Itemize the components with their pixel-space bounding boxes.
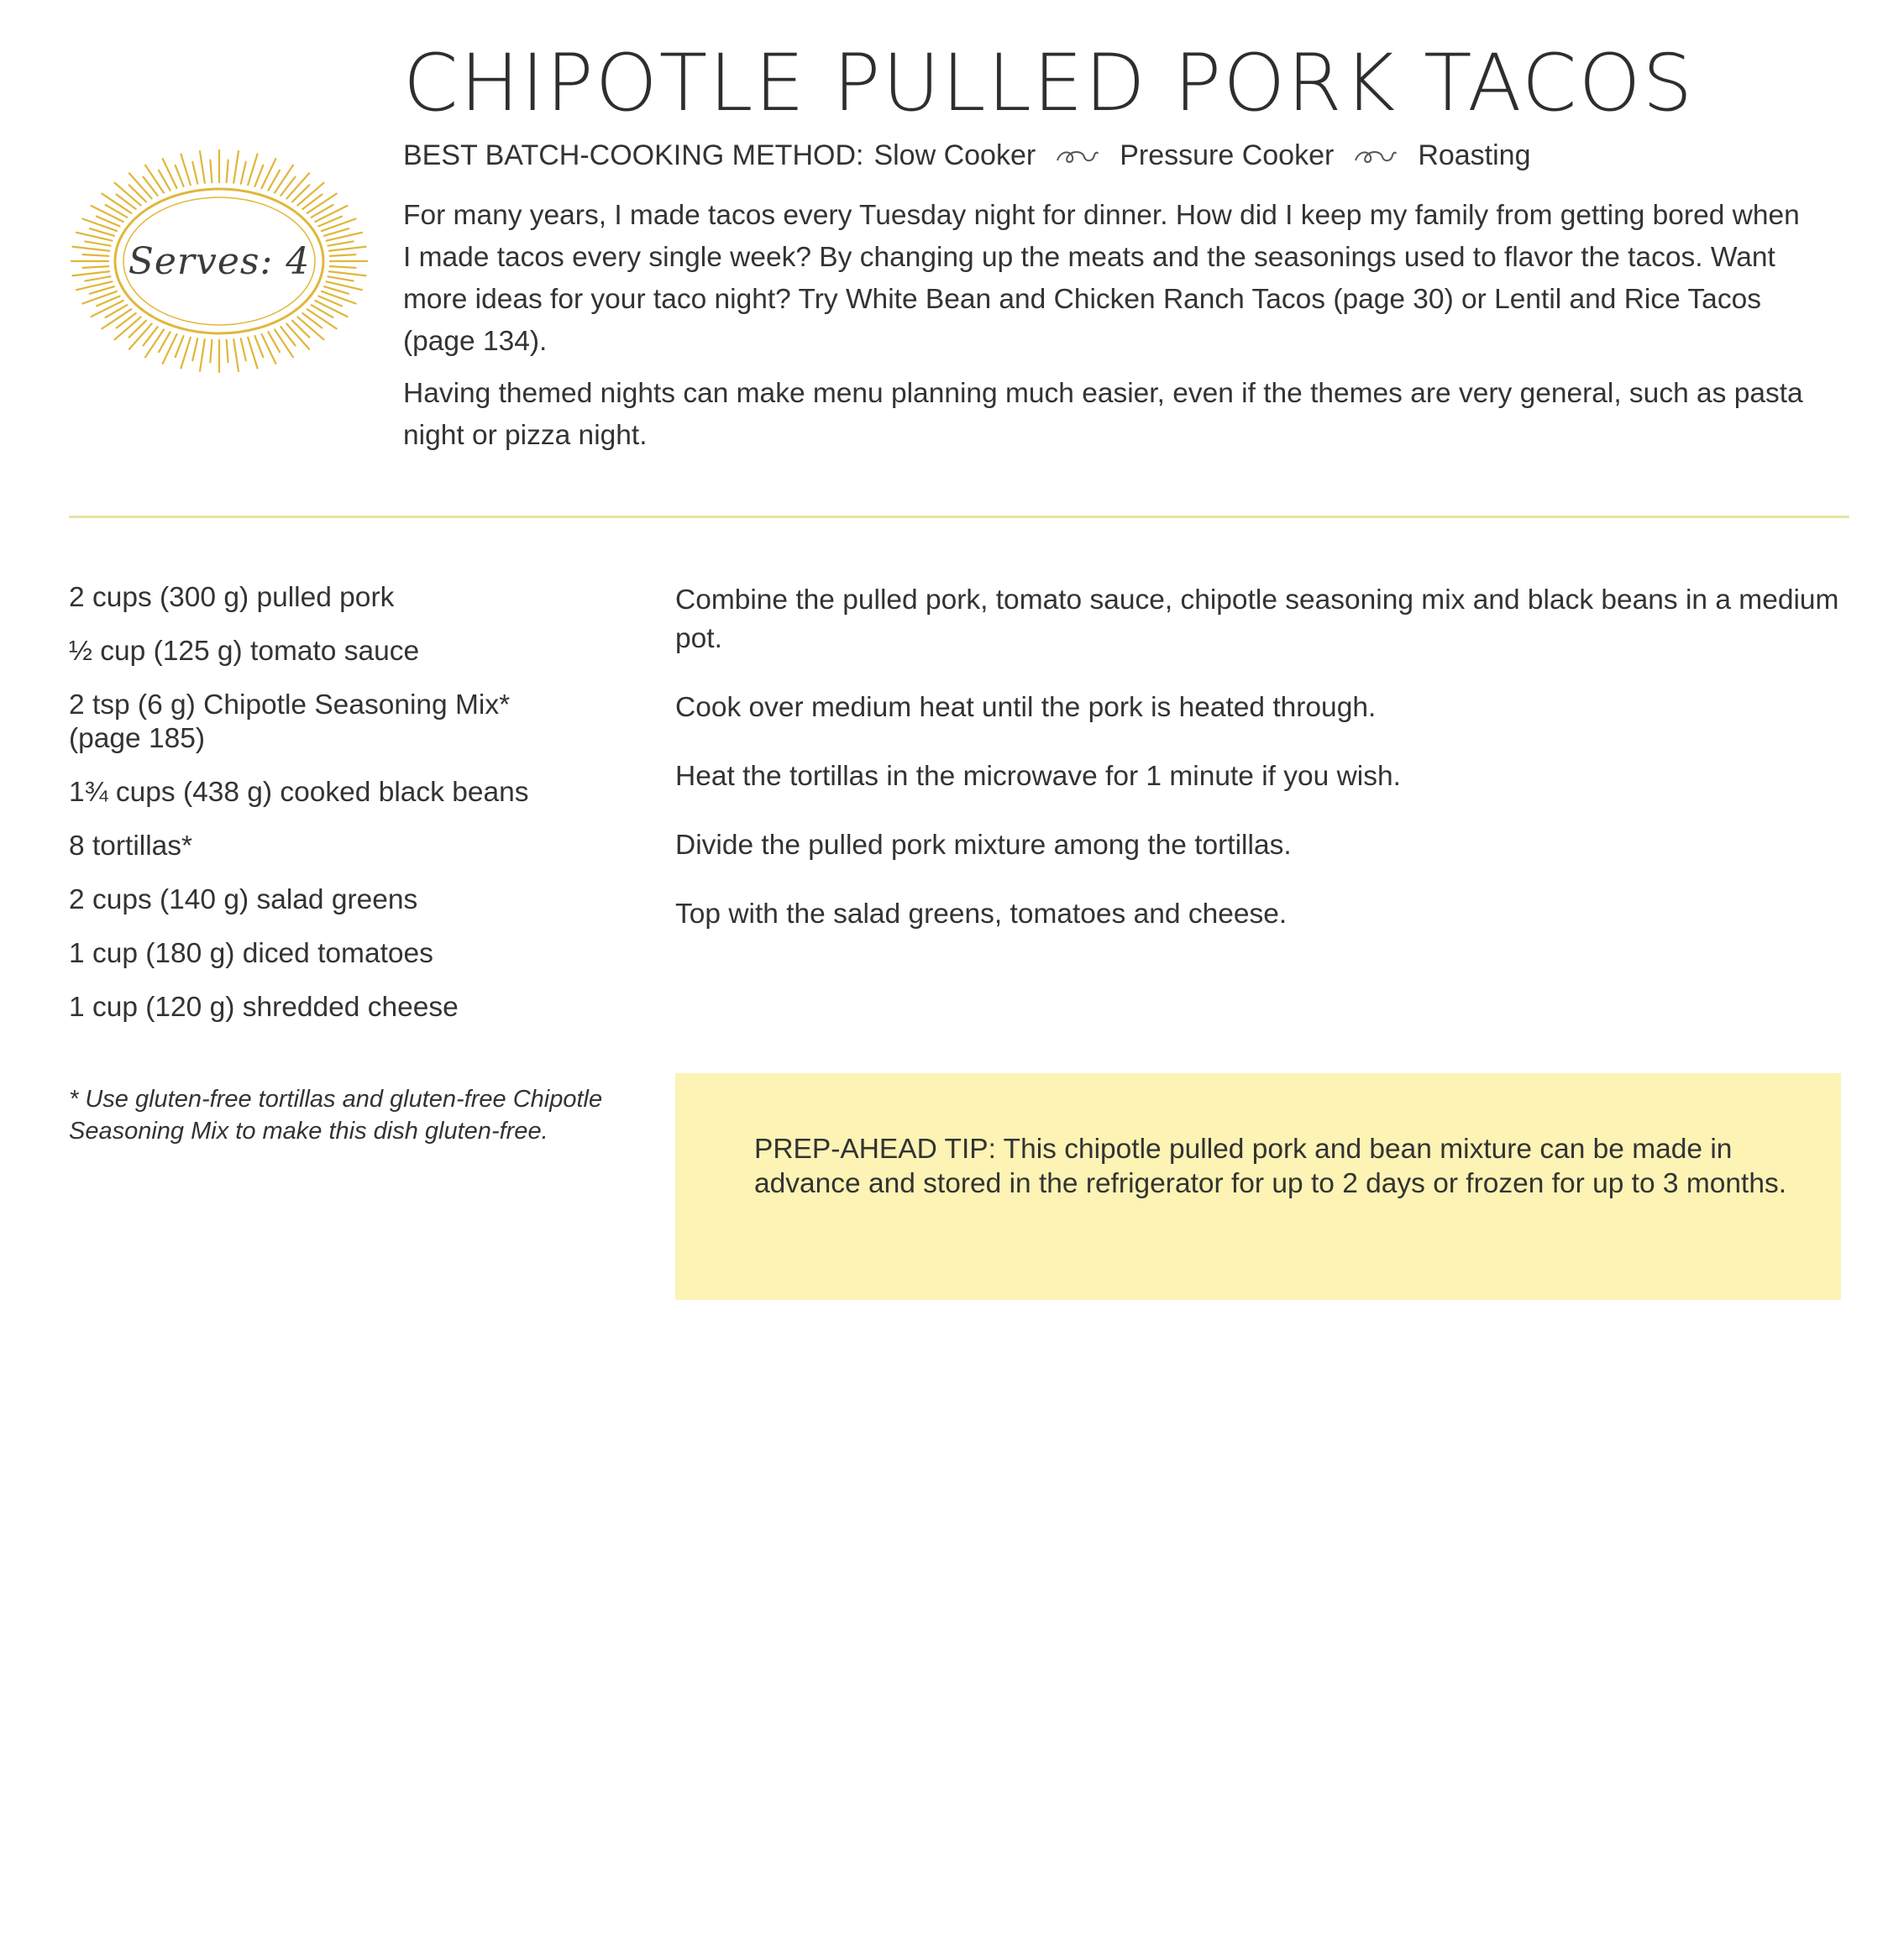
instruction-step: Combine the pulled pork, tomato sauce, chipotle seasoning mix and black beans in a medium pot. (675, 584, 1839, 654)
method-roasting: Roasting (1418, 139, 1531, 171)
recipe-intro (403, 195, 1814, 467)
intro-paragraph: Having themed nights can make menu planning much easier, even if the themes are very general, such as pasta night or pizza night. (403, 378, 1803, 451)
instruction-step: Cook over medium heat until the pork is heated through. (675, 692, 1377, 723)
ingredient-item: ½ cup (125 g) tomato sauce (69, 636, 420, 667)
method-slow-cooker: Slow Cooker (873, 139, 1036, 171)
ingredient-item: 2 cups (140 g) salad greens (69, 884, 418, 915)
instruction-step: Divide the pulled pork mixture among the tortillas. (675, 830, 1292, 861)
prep-ahead-tip: PREP-AHEAD TIP: This chipotle pulled pork and bean mixture can be made in advance and stored in the refrigerator for up to 2 days or frozen for up to 3 months. (754, 1134, 1787, 1199)
ingredient-item: 2 tsp (6 g) Chipotle Seasoning Mix* (page 185) (69, 689, 511, 754)
serves-badge (66, 141, 373, 381)
batch-cooking-method (403, 139, 1531, 172)
method-label: BEST BATCH-COOKING METHOD: (403, 139, 864, 171)
method-pressure-cooker: Pressure Cooker (1120, 139, 1335, 171)
instruction-step: Top with the salad greens, tomatoes and cheese. (675, 899, 1288, 930)
recipe-title: CHIPOTLE PULLED PORK TACOS (403, 38, 1695, 129)
intro-paragraph: For many years, I made tacos every Tuesday night for dinner. How did I keep my family from getting bored when I made tacos every single week? By changing up the meats and the seasonings used to flavor the tacos. Want more ideas for your taco night? Try White Bean and Chicken Ranch Tacos (page 30) or Lentil and Rice Tacos (page 134). (403, 200, 1800, 357)
ingredient-item: 2 cups (300 g) pulled pork (69, 582, 395, 613)
instructions-list (675, 581, 1851, 964)
serves-label: Serves: 4 (128, 239, 311, 283)
ingredient-item: 1¾ cups (438 g) cooked black beans (69, 777, 529, 808)
section-divider (69, 516, 1849, 518)
ingredient-item: 1 cup (180 g) diced tomatoes (69, 938, 433, 969)
gluten-free-footnote: * Use gluten-free tortillas and gluten-free Chipotle Seasoning Mix to make this dish gluten-free. (69, 1086, 603, 1145)
ingredient-item: 8 tortillas* (69, 831, 193, 862)
instruction-step: Heat the tortillas in the microwave for 1 minute if you wish. (675, 761, 1401, 792)
swirl-separator-icon (1054, 144, 1101, 169)
ingredient-item: 1 cup (120 g) shredded cheese (69, 992, 459, 1023)
prep-ahead-tip-box (675, 1073, 1841, 1300)
ingredients-list (69, 581, 606, 1045)
swirl-separator-icon (1352, 144, 1399, 169)
